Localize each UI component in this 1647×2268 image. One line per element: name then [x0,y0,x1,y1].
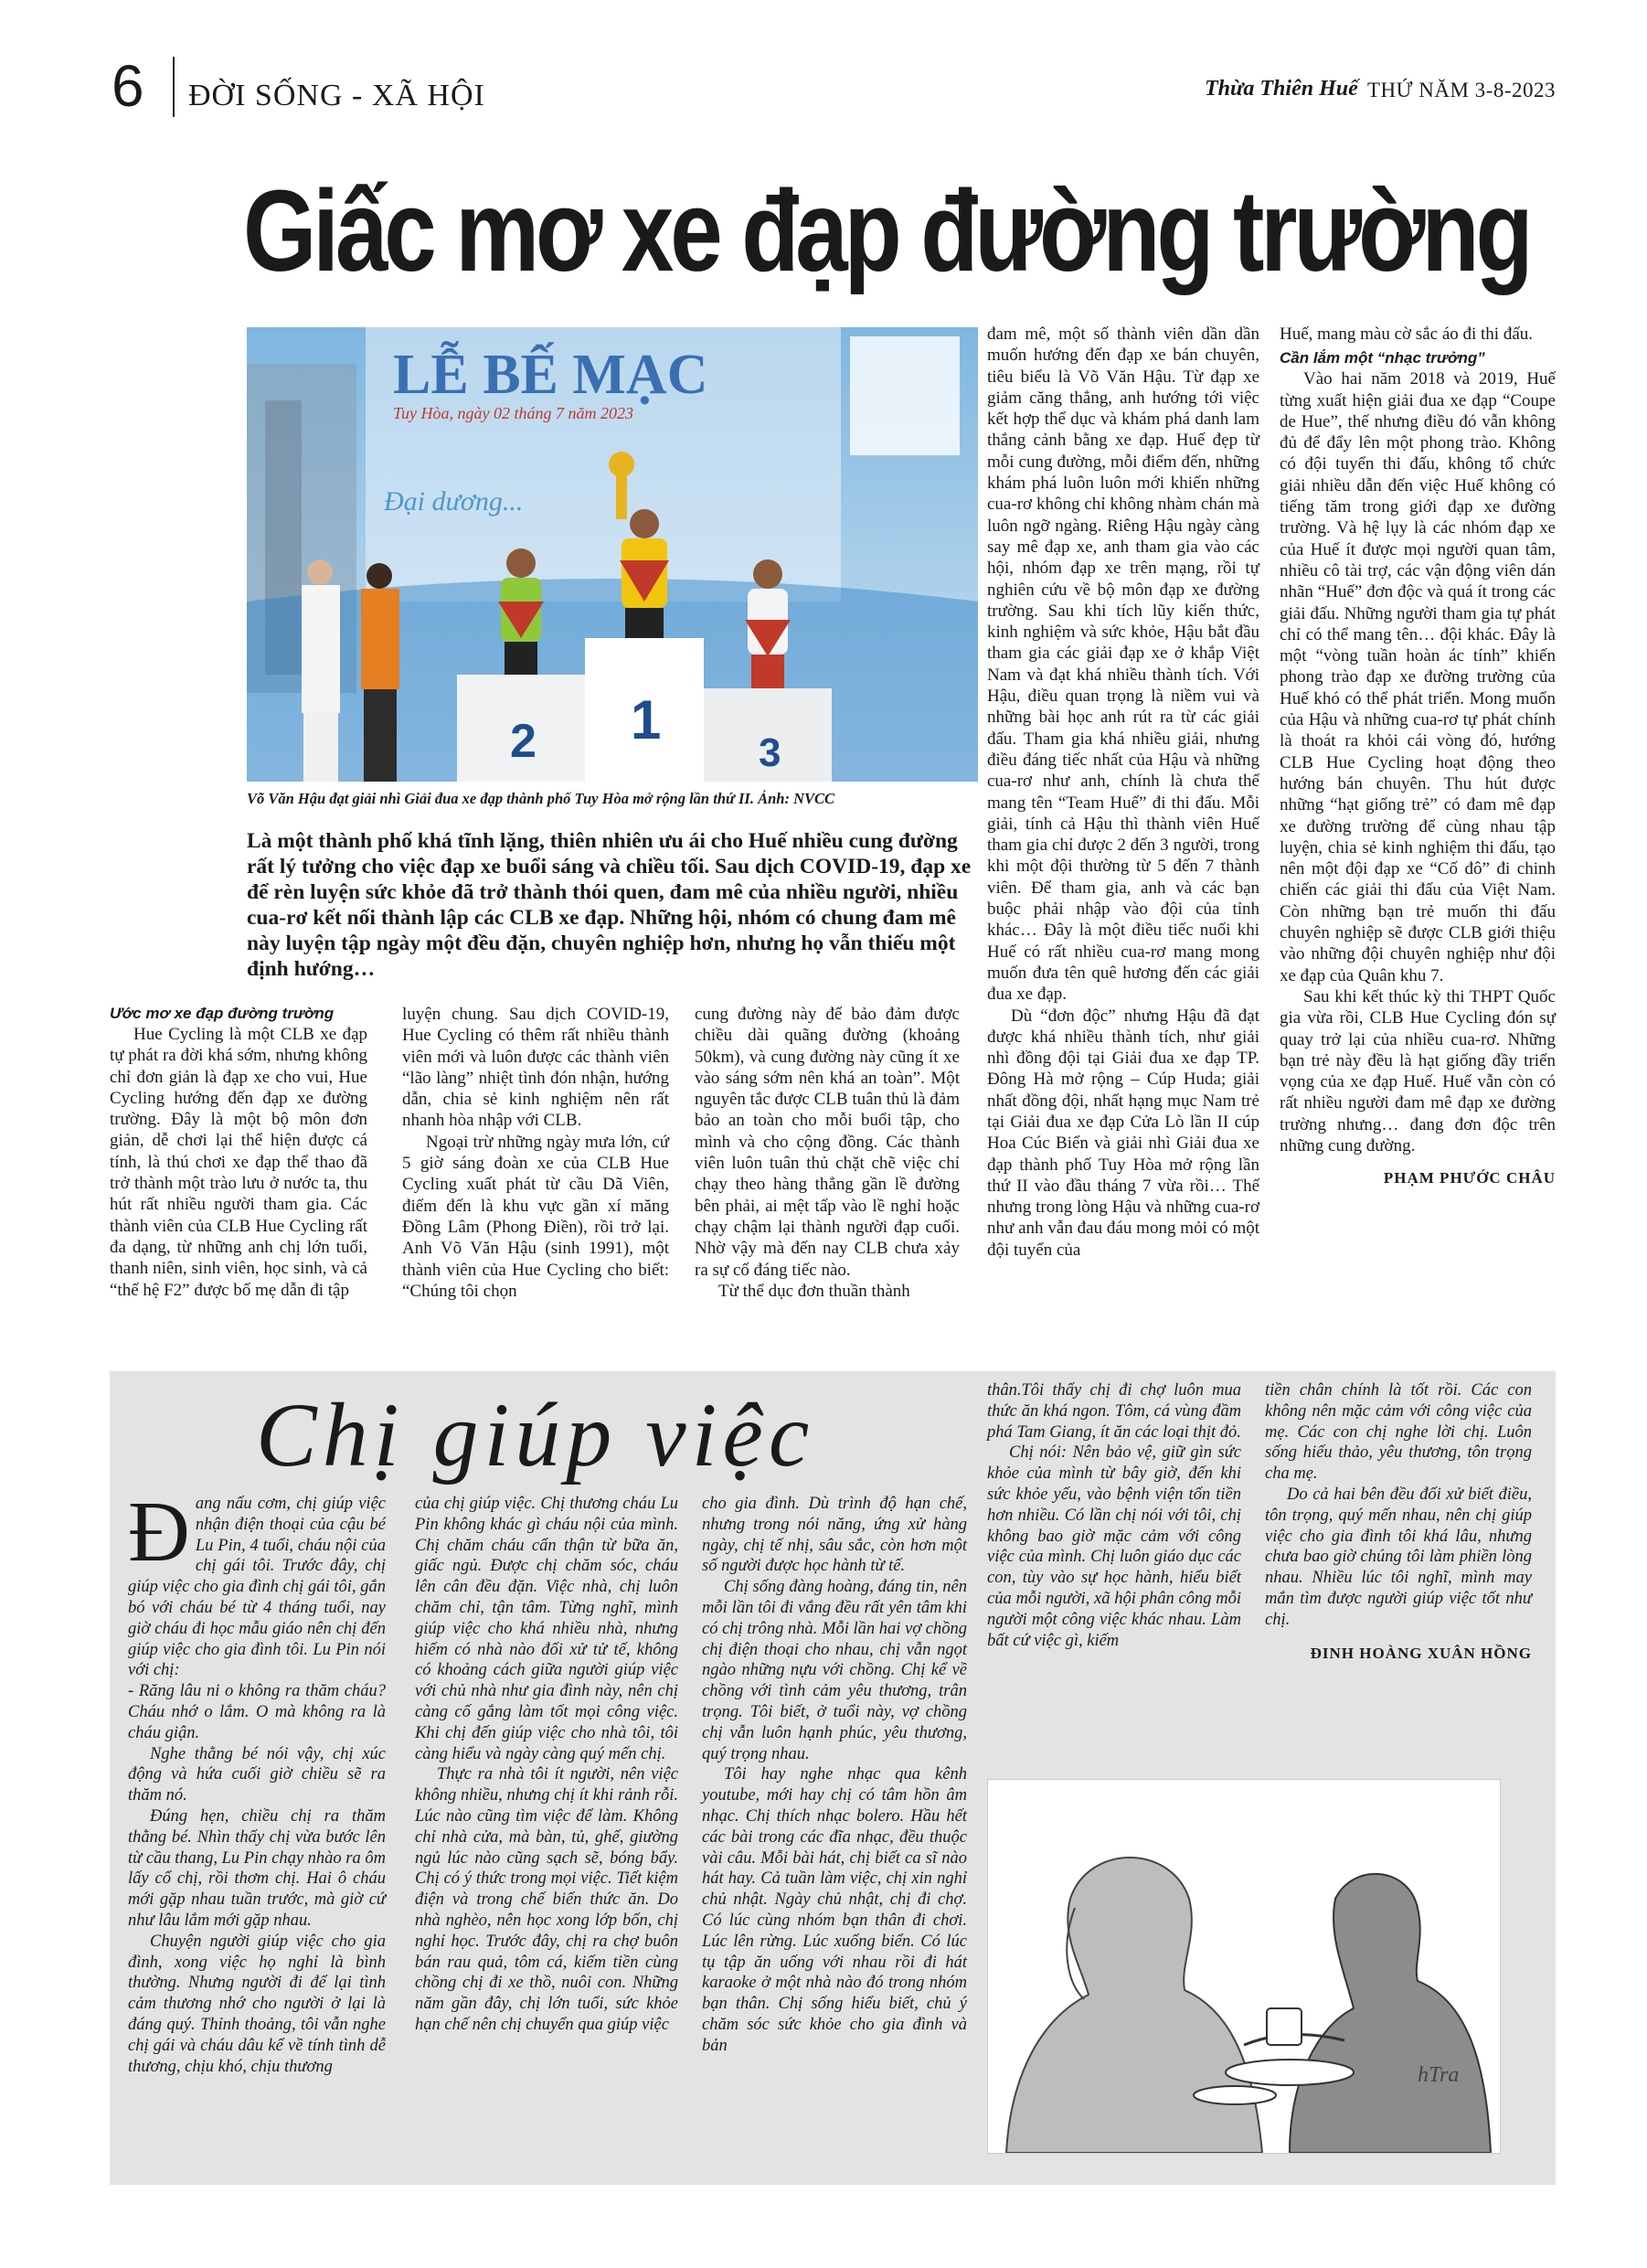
issue-date: THỨ NĂM 3-8-2023 [1367,79,1556,101]
paragraph: của chị giúp việc. Chị thương cháu Lu Pin không khác gì cháu nội của mình. Chị chăm cháu cẩn thận từ bữa ăn, giấc ngủ. Được chị chăm sóc, cháu lên cân đều đặn. Việc nhà, chị luôn chăm chỉ, tận tâm. Từng nghĩ, mình giúp việc cho khá nhiều nhà, nhưng hiếm có nhà nào đối xử tử tế, không có khoảng cách giữa người giúp việc với chủ nhà như gia đình này, nên chị càng cố gắng làm tốt mọi công việc. Khi chị đến giúp việc cho nhà tôi, tôi càng hiểu và ngày càng quý mến chị. [415,1495,678,1763]
article-column-3 [695,1004,960,1302]
paragraph: Sau khi kết thúc kỳ thi THPT Quốc gia vừa rồi, CLB Hue Cycling đón sự quay trở lại của nhiều cua-rơ. Những bạn trẻ này đều là hạt giống đầy triển vọng của xe đạp Huế. Huế vẫn còn có rất nhiều người đam mê đạp xe đường trường nhưng… đang đơn độc trên những cung đường. [1280,986,1556,1155]
banner-subtitle: Tuy Hòa, ngày 02 tháng 7 năm 2023 [393,404,633,422]
article-title: Giấc mơ xe đạp đường trường [243,166,1530,295]
paragraph: Vào hai năm 2018 và 2019, Huế từng xuất hiện giải đua xe đạp “Coupe de Hue”, thế nhưng điều đó vẫn không đủ để đẩy lên một phong trào. Không có đội tuyển thi đấu, không tổ chức giải nhiều dẫn đến việc Huế không có tiếng tăm trong giới đạp xe đường trường. Và hệ lụy là các nhóm đạp xe của Huế ít được mọi người quan tâm, nhiều cô tài trợ, các vận động viên dán nhãn “Huế” đơn độc và quá ít trong các giải đấu. Những người tham gia tự phát chỉ có thể mang tên… đội khác. Đây là một “vòng tuần hoàn ác tính” khiến phong trào đạp xe đường trường của Huế khó có thể phát triển. Mong muốn của Hậu và những cua-rơ tự phát chính là thoát ra khỏi cái vòng đó, hướng CLB Hue Cycling hoạt động theo hướng bán chuyên. Thu hút được những “hạt giống trẻ” có đam mê đạp xe đường trường để cùng nhau tập luyện, chia sẻ kinh nghiệm thi đấu, tạo nên một đội đạp xe “Cố đô” đi chinh chiến các giải thi đấu của Việt Nam. Còn những bạn trẻ muốn thi đấu chuyên nghiệp sẽ được CLB giới thiệu vào những đội chuyên nghiệp như đội xe đạp của Quân khu 7. [1280,369,1556,985]
podium-illustration [247,327,978,782]
subhead-2: Cần lắm một “nhạc trưởng” [1280,349,1485,367]
drop-cap: Đ [128,1485,190,1580]
essay-byline: ĐINH HOÀNG XUÂN HỒNG [1310,1644,1532,1662]
essay-column-3 [702,1494,967,2057]
paragraph: Chị sống đàng hoàng, đáng tin, nên mỗi lần tôi đi vắng đều rất yên tâm khi có chị trông nhà. Mỗi lần hai vợ chồng chị điện thoại cho nhau, chị vẫn ngọt ngào những nựu với chồng. Chị kể về chồng với tình cảm yêu thương, trân trọng. Tôi biết, ở tuổi này, vợ chồng chị vẫn luôn hạnh phúc, yêu thương, quý trọng nhau. [702,1578,967,1763]
podium-number-2: 2 [510,715,537,768]
paragraph: Từ thể dục đơn thuần thành [718,1281,910,1301]
paragraph: cho gia đình. Dù trình độ hạn chế, nhưng trong nói năng, ứng xử hàng ngày, chị tế nhị, sâu sắc, còn hơn một số người được học hành từ tế. [702,1495,967,1576]
paragraph: luyện chung. Sau dịch COVID-19, Hue Cycling có thêm rất nhiều thành viên mới và luôn được các thành viên “lão làng” nhiệt tình đón nhận, hướng dẫn, chia sẻ kinh nghiệm nên rất nhanh hòa nhập với CLB. [402,1005,669,1131]
essay-title: Chị giúp việc [256,1384,815,1485]
newspaper-name: Thừa Thiên Huế [1205,77,1358,101]
banner-title: LỄ BẾ MẠC [393,344,708,406]
paragraph: ang nấu cơm, chị giúp việc nhận điện thoại của cậu bé Lu Pin, 4 tuổi, cháu nội của chị gái tôi. Trước đây, chị giúp việc cho gia đình chị gái tôi, gắn bó với cháu bé từ 4 tháng tuổi, nay giờ cháu đi học mẫu giáo nên chị đến giúp việc cho gia đình tôi. Lu Pin nói với chị: [128,1495,386,1680]
paragraph: Hue Cycling là một CLB xe đạp tự phát ra đời khá sớm, nhưng không chỉ đơn giản là đạp xe cho vui, Hue Cycling hướng đến đạp xe đường trường. Đây là một bộ môn đơn giản, dễ chơi lại thể hiện được cá tính, là thú chơi xe đạp thể thao đã trở thành một trào lưu ở nước ta, thu hút rất nhiều người tham gia. Các thành viên của CLB Hue Cycling rất đa dạng, từ những anh chị lớn tuổi, thanh niên, sinh viên, học sinh, và cả “thế hệ F2” được bố mẹ dẫn đi tập [110,1025,367,1300]
page-number: 6 [112,53,144,119]
article-column-4 [987,324,1259,1261]
subhead-1: Ước mơ xe đạp đường trường [110,1005,335,1022]
paragraph: Chuyện người giúp việc cho gia đình, xong việc họ nghỉ là bình thường. Nhưng người đi để lại tình cảm thương nhớ cho người ở lại là đáng quý. Thỉnh thoảng, tôi vẫn nghe chị gái và cháu dâu kể về tính tình dễ thương, chịu khó, chịu thương [128,1932,386,2076]
article-column-5 [1280,324,1556,1189]
paragraph: Ngoại trừ những ngày mưa lớn, cứ 5 giờ sáng đoàn xe của CLB Hue Cycling xuất phát từ cầu Dã Viên, điểm đến là khu vực gần xí măng Đồng Lâm (Phong Điền), rồi trở lại. Anh Võ Văn Hậu (sinh 1991), một thành viên của Hue Cycling cho biết: “Chúng tôi chọn [402,1132,669,1301]
paragraph: Do cả hai bên đều đối xử biết điều, tôn trọng, quý mến nhau, nên chị giúp việc cho gia đình tôi khá lâu, nhưng chưa bao giờ chúng tôi làm phiền lòng nhau. Nhiều lúc tôi nghĩ, mình may mắn tìm được người giúp việc tốt như chị. [1265,1485,1532,1629]
author-byline: PHẠM PHƯỚC CHÂU [1383,1169,1556,1187]
banner-sign: Đại dương... [384,486,524,516]
article-photo [247,327,978,782]
article-lead: Là một thành phố khá tĩnh lặng, thiên nhiên ưu ái cho Huế nhiều cung đường rất lý tưởng cho việc đạp xe buổi sáng và chiều tối. Sau dịch COVID-19, đạp xe để rèn luyện sức khỏe đã trở thành thói quen, đam mê của nhiều người, nhiều cua-rơ kết nối thành lập các CLB xe đạp. Những hội, nhóm có chung đam mê này luyện tập ngày một đều đặn, chuyên nghiệp hơn, nhưng họ vẫn thiếu một định hướng… [247,829,972,981]
paragraph: Dù “đơn độc” nhưng Hậu đã đạt được khá nhiều thành tích, như giải nhì đồng đội tại Giải đua xe đạp TP. Đông Hà mở rộng – Cúp Huda; giải nhất đồng đội, nhất hạng mục Nam trẻ tại Giải đua xe đạp Cửa Lò lần II cúp Hoa Cúc Biển và giải nhì Giải đua xe đạp thành phố Tuy Hòa mở rộng lần thứ II vào đầu tháng 7 vừa rồi… Thế nhưng trong lòng Hậu và những cua-rơ như anh vẫn đau đáu mong mỏi có một đội tuyển của [987,1006,1259,1260]
article-column-2 [402,1004,669,1302]
paragraph: Tôi hay nghe nhạc qua kênh youtube, mới hay chị có tâm hồn âm nhạc. Chị thích nhạc bolero. Hầu hết các bài trong các đĩa nhạc, đều thuộc vài câu. Mỗi bài hát, chị biết ca sĩ nào hát hay. Cả tuần làm việc, chị xin nghỉ chủ nhật. Ngày chủ nhật, chị đi chợ. Có lúc cùng nhóm bạn thân đi chơi. Lúc lên rừng. Lúc xuống biển. Có lúc tụ tập ăn uống với nhau rồi đi hát karaoke ở một nhà nào đó trong nhóm bạn thân. Chị sống hiểu biết, chủ ý chăm sóc sức khỏe cho gia đình và bản [702,1765,967,2055]
essay-column-1 [128,1485,386,2077]
paragraph: tiền chân chính là tốt rồi. Các con không nên mặc cảm với công việc của mẹ. Các con chị nghe lời chị. Luôn sống hiếu thảo, yêu thương, tôn trọng cha mẹ. [1265,1381,1532,1484]
podium-number-3: 3 [759,730,781,775]
paragraph: thân.Tôi thấy chị đi chợ luôn mua thức ăn khá ngon. Tôm, cá vùng đầm phá Tam Giang, ít ăn các loại thịt đỏ. [987,1381,1241,1442]
paragraph: Đúng hẹn, chiều chị ra thăm thằng bé. Nhìn thấy chị vừa bước lên từ cầu thang, Lu Pin chạy nhào ra ôm lấy cổ chị, rồi thơm chị. Hai ô cháu mới gặp nhau tuần trước, mà giờ cứ như lâu lắm mới gặp nhau. [128,1806,386,1930]
paragraph: đam mê, một số thành viên dần dần muốn hướng đến đạp xe bán chuyên, tiêu biểu là Võ Văn Hậu. Từ đạp xe giảm căng thẳng, anh hướng tới việc kết hợp thể dục và khám phá danh lam thắng cảnh bằng xe đạp. Huế đẹp từ mỗi cung đường, mỗi điểm đến, những khám phá luôn luôn mới khiến những cua-rơ không chỉ không nhàm chán mà luôn ngỡ ngàng. Riêng Hậu ngày càng say mê đạp xe, anh tham gia vào các hội, nhóm đạp xe trên mạng, rồi tự nghiên cứu về bộ môn đạp xe đường trường. Sau khi tích lũy kiến thức, kinh nghiệm và sức khỏe, Hậu bắt đầu tham gia các giải đạp xe ở khắp Việt Nam và đạt khá nhiều thành tích. Với Hậu, điều quan trọng là niềm vui và những bài học anh rút ra từ các giải đấu. Tham gia khá nhiều giải, nhưng điều đáng tiếc nhất của Hậu và những cua-rơ như anh, chính là chưa thể mang tên “Team Huế” đi thi đấu. Mỗi giải, tính cả Hậu thì thành viên Huế tham gia chỉ được 2 đến 3 người, trong khi một đội thường từ 5 đến 7 thành viên. Để tham gia, anh và các bạn buộc phải nhập vào đội của tỉnh khác… Đây là một điều tiếc nuối khi Huế có rất nhiều cua-rơ mang mong muốn đưa tên quê hương đến các giải đua xe đạp. [987,325,1259,1005]
article-column-1 [110,1004,367,1301]
essay-illustration [987,1779,1501,2154]
essay-column-4 [987,1380,1241,1651]
podium-number-1: 1 [631,689,662,751]
sketch-signature: hTra [1418,2063,1460,2087]
paragraph: Chị nói: Nên bảo vệ, giữ gìn sức khỏe của mình từ bây giờ, đến khi sức khỏe yếu, vào bệnh viện tốn tiền hơn nhiều. Có lần chị nói với tôi, chị không bao giờ mặc cảm với công việc của mình. Chị luôn giáo dục các con, tùy vào sự học hành, hiểu biết của mỗi người, xã hội phân công mỗi người một công việc khác nhau. Làm bất cứ việc gì, kiếm [987,1443,1241,1650]
paragraph: Nghe thằng bé nói vậy, chị xúc động và hứa cuối giờ chiều sẽ ra thăm nó. [128,1744,386,1805]
paragraph: Huế, mang màu cờ sắc áo đi thi đấu. [1280,325,1534,344]
header-divider [173,57,175,117]
paragraph: cung đường này để bảo đảm được chiều dài quãng đường (khoảng 50km), và cung đường này cũng ít xe vào sáng sớm nên khá an toàn”. Một nguyên tắc được CLB tuân thủ là đảm bảo an toàn cho mỗi buổi tập, cho mình và cho cộng đồng. Các thành viên luôn tuân thủ chặt chẽ việc chỉ chạy theo hàng thẳng gần lề đường bên phải, ai mệt tấp vào lề nghỉ hoặc chạy chậm lại thành người đạp cuối. Nhờ vậy mà đến nay CLB chưa xảy ra sự cố đáng tiếc nào. [695,1005,960,1280]
sketch-drawing [988,1780,1500,2153]
paragraph: Thực ra nhà tôi ít người, nên việc không nhiều, nhưng chị ít khi rảnh rỗi. Lúc nào cũng tìm việc để làm. Không chỉ nhà cửa, mà bàn, tủ, ghế, giường ngủ lúc nào cũng sạch sẽ, bóng bẩy. Chị có ý thức trong mọi việc. Tiết kiệm điện và trong chế biến thức ăn. Do nhà nghèo, nên học xong lớp bốn, chị nghỉ học. Trước đây, chị ra chợ buôn bán rau quả, tôm cá, kiếm tiền cùng chồng chị đi xe thồ, nuôi con. Những năm gần đây, chị lớn tuổi, sức khỏe hạn chế nên chị chuyển qua giúp việc [415,1765,678,2034]
photo-caption: Võ Văn Hậu đạt giải nhì Giải đua xe đạp thành phố Tuy Hòa mở rộng lần thứ II. Ảnh: NVCC [247,790,835,807]
section-name: ĐỜI SỐNG - XÃ HỘI [188,79,485,112]
essay-column-2 [415,1494,678,2036]
paragraph: - Răng lâu ni o không ra thăm cháu? Cháu nhớ o lắm. O mà không ra là cháu giận. [128,1682,386,1742]
essay-column-5 [1265,1380,1532,1664]
